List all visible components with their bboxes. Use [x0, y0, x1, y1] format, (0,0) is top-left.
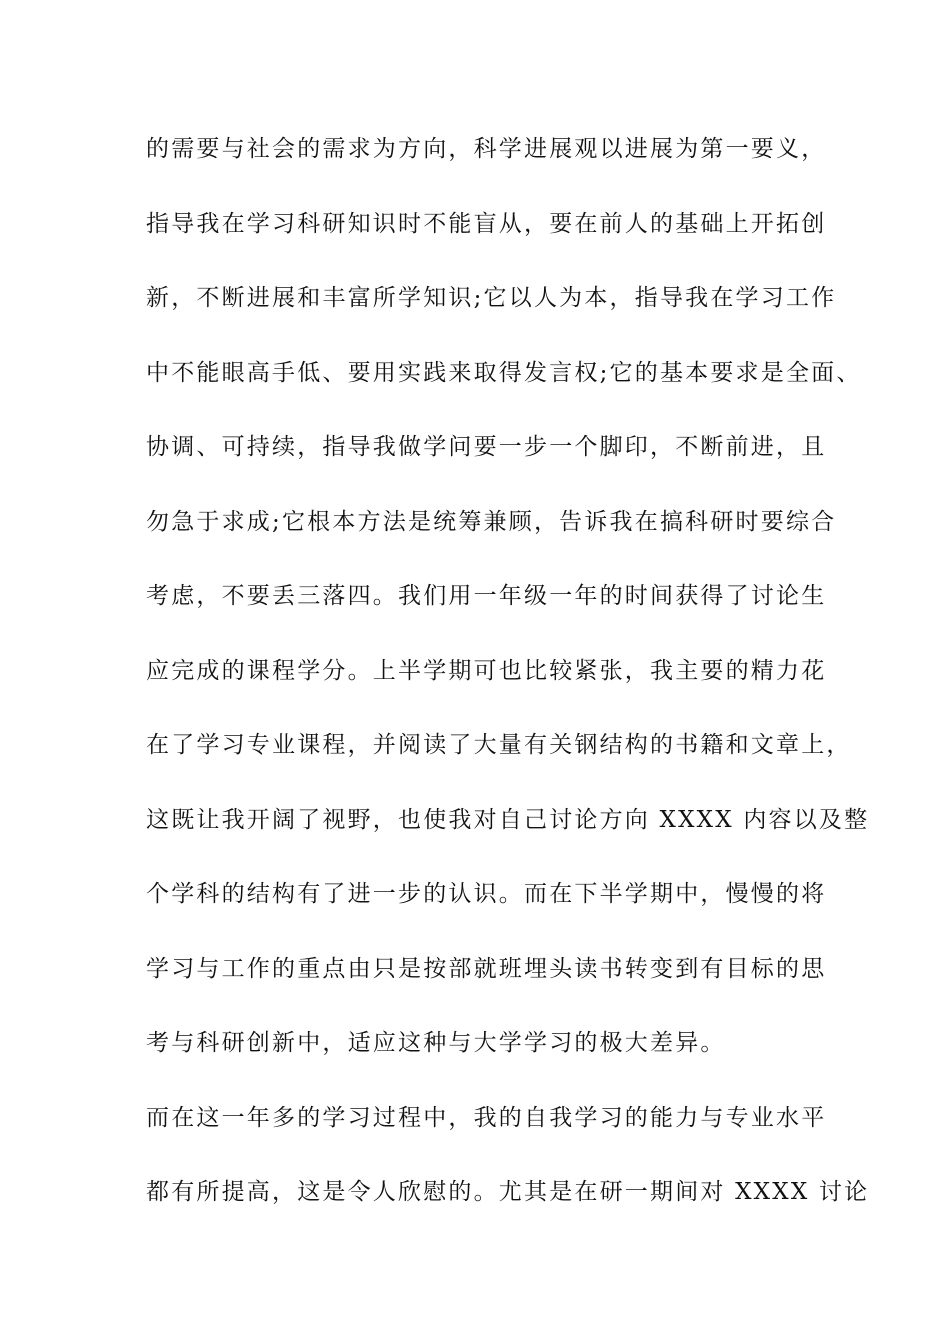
text-line: 协调、可持续，指导我做学问要一步一个脚印，不断前进，且: [146, 434, 827, 460]
text-line: 都有所提高，这是令人欣慰的。尤其是在研一期间对 XXXX 讨论: [146, 1179, 870, 1205]
text-line: 在了学习专业课程，并阅读了大量有关钢结构的书籍和文章上，: [146, 732, 852, 758]
text-line: 勿急于求成;它根本方法是统筹兼顾，告诉我在搞科研时要综合: [146, 508, 837, 535]
text-line: 新，不断进展和丰富所学知识;它以人为本，指导我在学习工作: [146, 285, 837, 311]
text-line: 个学科的结构有了进一步的认识。而在下半学期中，慢慢的将: [146, 881, 827, 907]
text-line: 指导我在学习科研知识时不能盲从，要在前人的基础上开拓创: [146, 210, 827, 237]
text-line: 应完成的课程学分。上半学期可也比较紧张，我主要的精力花: [146, 657, 827, 684]
text-line: 考虑，不要丢三落四。我们用一年级一年的时间获得了讨论生: [146, 583, 827, 609]
text-line: 这既让我开阔了视野，也使我对自己讨论方向 XXXX 内容以及整: [146, 806, 870, 833]
text-line: 考与科研创新中，适应这种与大学学习的极大差异。: [146, 1030, 726, 1056]
body-text: [146, 131, 870, 1249]
text-line: 中不能眼高手低、要用实践来取得发言权;它的基本要求是全面、: [146, 359, 862, 386]
text-line: 的需要与社会的需求为方向，科学进展观以进展为第一要义，: [146, 136, 827, 162]
text-line: 而在这一年多的学习过程中，我的自我学习的能力与专业水平: [146, 1104, 827, 1131]
text-line: 学习与工作的重点由只是按部就班埋头读书转变到有目标的思: [146, 955, 827, 982]
